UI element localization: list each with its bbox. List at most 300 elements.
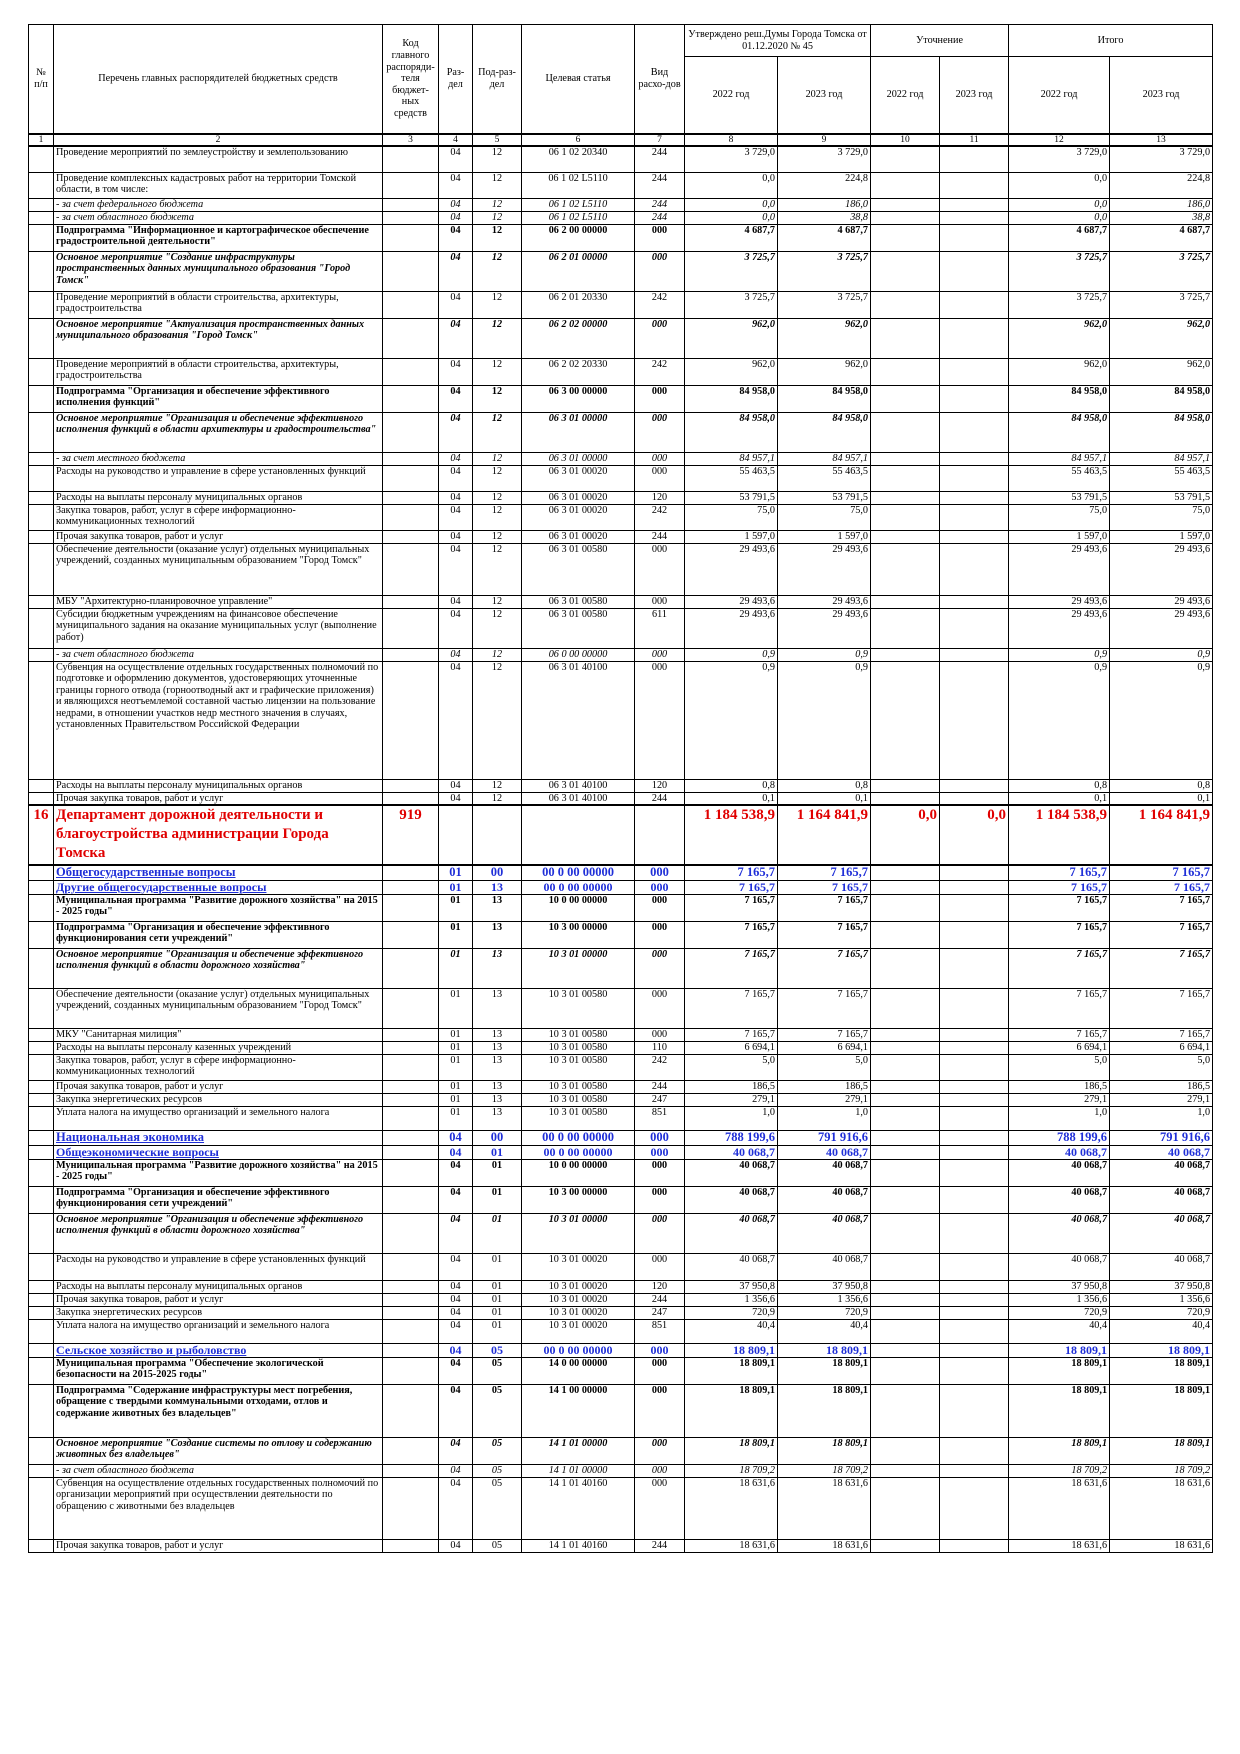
row-podrazdel: 12 — [473, 211, 522, 224]
row-approved-2022: 18 631,6 — [685, 1539, 778, 1552]
row-clarify-2023 — [940, 211, 1009, 224]
table-row — [29, 1213, 1213, 1253]
row-total-2022: 40 068,7 — [1009, 1213, 1110, 1253]
row-approved-2023: 84 958,0 — [778, 412, 871, 452]
row-razdel: 04 — [439, 1130, 473, 1145]
row-podrazdel: 13 — [473, 880, 522, 894]
row-total-2022: 29 493,6 — [1009, 608, 1110, 648]
row-razdel: 04 — [439, 491, 473, 504]
row-clarify-2022 — [871, 452, 940, 465]
row-total-2023: 7 165,7 — [1110, 1028, 1213, 1041]
row-number — [29, 648, 54, 661]
row-clarify-2023 — [940, 1357, 1009, 1384]
row-approved-2023: 29 493,6 — [778, 543, 871, 595]
table-row — [29, 1186, 1213, 1213]
table-row — [29, 1280, 1213, 1293]
row-name: Проведение мероприятий в области строительства, архитектуры, градостроительства — [54, 358, 383, 385]
table-row — [29, 172, 1213, 198]
row-clarify-2023 — [940, 948, 1009, 988]
row-total-2022: 40 068,7 — [1009, 1159, 1110, 1186]
row-total-2023: 0,9 — [1110, 648, 1213, 661]
row-vid: 244 — [635, 1293, 685, 1306]
row-clarify-2023 — [940, 1213, 1009, 1253]
row-clarify-2023 — [940, 224, 1009, 251]
row-total-2022: 40,4 — [1009, 1319, 1110, 1343]
row-total-2022: 186,5 — [1009, 1080, 1110, 1093]
row-vid: 244 — [635, 172, 685, 198]
row-vid: 000 — [635, 1186, 685, 1213]
row-name: Проведение комплексных кадастровых работ на территории Томской области, в том числе: — [54, 172, 383, 198]
row-approved-2022: 84 958,0 — [685, 412, 778, 452]
row-number — [29, 1280, 54, 1293]
table-row — [29, 1464, 1213, 1477]
row-name: Расходы на руководство и управление в сфере установленных функций — [54, 465, 383, 491]
row-clarify-2022 — [871, 385, 940, 412]
row-vid: 242 — [635, 291, 685, 318]
row-clarify-2023 — [940, 358, 1009, 385]
row-clarify-2022 — [871, 948, 940, 988]
row-vid: 000 — [635, 865, 685, 880]
row-target: 14 1 01 00000 — [522, 1437, 635, 1464]
row-approved-2023: 18 709,2 — [778, 1464, 871, 1477]
col-number: 4 — [439, 134, 473, 146]
row-number — [29, 880, 54, 894]
row-total-2022: 7 165,7 — [1009, 880, 1110, 894]
row-vid: 120 — [635, 491, 685, 504]
row-code — [383, 198, 439, 211]
row-razdel: 01 — [439, 1054, 473, 1080]
row-target: 10 3 01 00020 — [522, 1280, 635, 1293]
row-approved-2023: 0,8 — [778, 779, 871, 792]
row-clarify-2023 — [940, 1343, 1009, 1357]
row-approved-2022: 962,0 — [685, 318, 778, 358]
row-podrazdel: 12 — [473, 530, 522, 543]
row-razdel: 04 — [439, 198, 473, 211]
row-approved-2022: 37 950,8 — [685, 1280, 778, 1293]
row-total-2023: 1 356,6 — [1110, 1293, 1213, 1306]
table-row — [29, 608, 1213, 648]
row-number — [29, 1319, 54, 1343]
row-vid: 000 — [635, 1145, 685, 1159]
row-total-2022: 5,0 — [1009, 1054, 1110, 1080]
row-number — [29, 1145, 54, 1159]
row-approved-2022: 7 165,7 — [685, 894, 778, 921]
row-total-2022: 0,0 — [1009, 198, 1110, 211]
row-approved-2023: 279,1 — [778, 1093, 871, 1106]
row-name: Прочая закупка товаров, работ и услуг — [54, 1080, 383, 1093]
row-total-2022: 84 958,0 — [1009, 412, 1110, 452]
row-name: - за счет областного бюджета — [54, 211, 383, 224]
row-total-2022: 40 068,7 — [1009, 1186, 1110, 1213]
row-name: Муниципальная программа "Развитие дорожного хозяйства" на 2015 - 2025 годы" — [54, 1159, 383, 1186]
row-name: Проведение мероприятий в области строительства, архитектуры, градостроительства — [54, 291, 383, 318]
row-code — [383, 1253, 439, 1280]
table-row — [29, 251, 1213, 291]
row-razdel: 01 — [439, 1080, 473, 1093]
row-clarify-2022 — [871, 251, 940, 291]
row-total-2023: 962,0 — [1110, 358, 1213, 385]
row-razdel: 04 — [439, 1159, 473, 1186]
row-approved-2023: 3 725,7 — [778, 291, 871, 318]
row-approved-2022: 40 068,7 — [685, 1186, 778, 1213]
row-clarify-2022 — [871, 1306, 940, 1319]
row-total-2022: 1 597,0 — [1009, 530, 1110, 543]
row-number — [29, 792, 54, 805]
row-vid: 000 — [635, 318, 685, 358]
row-clarify-2022 — [871, 648, 940, 661]
row-clarify-2023 — [940, 172, 1009, 198]
row-clarify-2023 — [940, 865, 1009, 880]
row-clarify-2023 — [940, 146, 1009, 172]
row-razdel: 04 — [439, 1306, 473, 1319]
row-vid: 247 — [635, 1093, 685, 1106]
col-number: 12 — [1009, 134, 1110, 146]
row-clarify-2022 — [871, 1159, 940, 1186]
row-approved-2022: 0,9 — [685, 648, 778, 661]
row-approved-2022: 0,8 — [685, 779, 778, 792]
table-row — [29, 385, 1213, 412]
table-body — [29, 146, 1213, 1552]
row-clarify-2023 — [940, 1093, 1009, 1106]
row-clarify-2023: 0,0 — [940, 805, 1009, 865]
row-number — [29, 894, 54, 921]
row-vid: 242 — [635, 358, 685, 385]
row-vid: 244 — [635, 792, 685, 805]
row-vid: 000 — [635, 948, 685, 988]
row-clarify-2022 — [871, 504, 940, 530]
row-code — [383, 1080, 439, 1093]
row-number — [29, 865, 54, 880]
row-podrazdel: 13 — [473, 1028, 522, 1041]
row-code — [383, 1477, 439, 1539]
row-approved-2023: 7 165,7 — [778, 988, 871, 1028]
row-approved-2022: 4 687,7 — [685, 224, 778, 251]
row-total-2022: 55 463,5 — [1009, 465, 1110, 491]
row-razdel — [439, 805, 473, 865]
row-razdel: 04 — [439, 530, 473, 543]
row-total-2023: 279,1 — [1110, 1093, 1213, 1106]
row-total-2022: 40 068,7 — [1009, 1253, 1110, 1280]
row-name: - за счет областного бюджета — [54, 648, 383, 661]
row-razdel: 04 — [439, 661, 473, 779]
col-podrazdel-header: Под-раз-дел — [473, 25, 522, 135]
col-number: 9 — [778, 134, 871, 146]
row-total-2023: 224,8 — [1110, 172, 1213, 198]
row-clarify-2022 — [871, 491, 940, 504]
row-approved-2023: 962,0 — [778, 358, 871, 385]
row-total-2023: 40 068,7 — [1110, 1159, 1213, 1186]
row-approved-2023: 5,0 — [778, 1054, 871, 1080]
row-code — [383, 894, 439, 921]
row-total-2022: 0,1 — [1009, 792, 1110, 805]
row-name: Основное мероприятие "Актуализация пространственных данных муниципального образования "Город Томск" — [54, 318, 383, 358]
row-code — [383, 1054, 439, 1080]
row-target: 00 0 00 00000 — [522, 865, 635, 880]
row-number — [29, 211, 54, 224]
row-total-2023: 84 957,1 — [1110, 452, 1213, 465]
row-name: Основное мероприятие "Организация и обеспечение эффективного исполнения функций в области дорожного хозяйства" — [54, 948, 383, 988]
row-clarify-2022 — [871, 1106, 940, 1130]
table-row — [29, 1093, 1213, 1106]
row-name: Муниципальная программа "Развитие дорожного хозяйства" на 2015 - 2025 годы" — [54, 894, 383, 921]
row-clarify-2022 — [871, 661, 940, 779]
row-vid: 120 — [635, 1280, 685, 1293]
row-clarify-2023 — [940, 1280, 1009, 1293]
row-code — [383, 792, 439, 805]
row-target: 10 3 01 00020 — [522, 1253, 635, 1280]
row-clarify-2023 — [940, 608, 1009, 648]
row-approved-2022: 7 165,7 — [685, 988, 778, 1028]
row-total-2023: 18 809,1 — [1110, 1384, 1213, 1437]
row-code — [383, 595, 439, 608]
row-number — [29, 504, 54, 530]
row-total-2023: 18 631,6 — [1110, 1539, 1213, 1552]
row-approved-2023: 18 631,6 — [778, 1477, 871, 1539]
row-clarify-2022 — [871, 595, 940, 608]
table-row — [29, 988, 1213, 1028]
row-total-2022: 3 725,7 — [1009, 251, 1110, 291]
row-approved-2023: 4 687,7 — [778, 224, 871, 251]
row-total-2022: 53 791,5 — [1009, 491, 1110, 504]
row-razdel: 04 — [439, 1539, 473, 1552]
row-target: 06 3 01 00020 — [522, 504, 635, 530]
row-code — [383, 1437, 439, 1464]
row-approved-2023: 7 165,7 — [778, 880, 871, 894]
row-approved-2023: 0,1 — [778, 792, 871, 805]
col-number: 7 — [635, 134, 685, 146]
row-total-2023: 40 068,7 — [1110, 1253, 1213, 1280]
row-approved-2022: 186,5 — [685, 1080, 778, 1093]
row-vid: 000 — [635, 1159, 685, 1186]
row-total-2023: 7 165,7 — [1110, 988, 1213, 1028]
row-podrazdel: 13 — [473, 1106, 522, 1130]
row-total-2022: 84 957,1 — [1009, 452, 1110, 465]
row-approved-2023: 40 068,7 — [778, 1253, 871, 1280]
row-razdel: 04 — [439, 779, 473, 792]
row-name: Общеэкономические вопросы — [54, 1145, 383, 1159]
row-podrazdel: 00 — [473, 1130, 522, 1145]
row-clarify-2022 — [871, 779, 940, 792]
col-vid-header: Вид расхо-дов — [635, 25, 685, 135]
row-clarify-2022 — [871, 198, 940, 211]
row-code — [383, 291, 439, 318]
row-approved-2023: 3 725,7 — [778, 251, 871, 291]
row-name: Закупка товаров, работ, услуг в сфере информационно-коммуникационных технологий — [54, 504, 383, 530]
row-podrazdel: 01 — [473, 1145, 522, 1159]
row-code — [383, 465, 439, 491]
row-name: Расходы на выплаты персоналу муниципальных органов — [54, 1280, 383, 1293]
row-code — [383, 211, 439, 224]
table-row — [29, 291, 1213, 318]
row-target: 10 3 01 00020 — [522, 1306, 635, 1319]
row-name: Расходы на руководство и управление в сфере установленных функций — [54, 1253, 383, 1280]
row-clarify-2023 — [940, 491, 1009, 504]
row-clarify-2023 — [940, 1186, 1009, 1213]
table-row — [29, 318, 1213, 358]
row-name: МБУ "Архитектурно-планировочное управление" — [54, 595, 383, 608]
row-total-2022: 6 694,1 — [1009, 1041, 1110, 1054]
row-razdel: 04 — [439, 608, 473, 648]
row-podrazdel: 01 — [473, 1159, 522, 1186]
row-target: 10 3 01 00580 — [522, 1106, 635, 1130]
row-approved-2022: 84 958,0 — [685, 385, 778, 412]
row-razdel: 01 — [439, 1041, 473, 1054]
row-target: 10 3 01 00580 — [522, 1093, 635, 1106]
row-vid: 244 — [635, 211, 685, 224]
row-vid: 611 — [635, 608, 685, 648]
row-podrazdel: 12 — [473, 504, 522, 530]
row-razdel: 04 — [439, 251, 473, 291]
row-name: Национальная экономика — [54, 1130, 383, 1145]
row-code — [383, 608, 439, 648]
row-clarify-2023 — [940, 661, 1009, 779]
row-clarify-2023 — [940, 1145, 1009, 1159]
row-razdel: 04 — [439, 465, 473, 491]
row-name: Закупка товаров, работ, услуг в сфере информационно-коммуникационных технологий — [54, 1054, 383, 1080]
row-code — [383, 385, 439, 412]
row-clarify-2022 — [871, 1213, 940, 1253]
row-approved-2023: 38,8 — [778, 211, 871, 224]
row-approved-2022: 53 791,5 — [685, 491, 778, 504]
row-approved-2022: 0,0 — [685, 172, 778, 198]
row-total-2023: 40 068,7 — [1110, 1145, 1213, 1159]
row-target: 06 3 00 00000 — [522, 385, 635, 412]
row-clarify-2022 — [871, 1343, 940, 1357]
row-name: Субсидии бюджетным учреждениям на финансовое обеспечение муниципального задания на оказание муниципальных услуг (выполнение работ) — [54, 608, 383, 648]
row-number — [29, 412, 54, 452]
row-code: 919 — [383, 805, 439, 865]
table-row — [29, 1106, 1213, 1130]
row-razdel: 04 — [439, 385, 473, 412]
row-approved-2022: 75,0 — [685, 504, 778, 530]
row-number — [29, 921, 54, 948]
row-number — [29, 1437, 54, 1464]
row-name: Основное мероприятие "Создание системы по отлову и содержанию животных без владельцев" — [54, 1437, 383, 1464]
row-name: Основное мероприятие "Создание инфраструктуры пространственных данных муниципального образования "Город Томск" — [54, 251, 383, 291]
row-total-2023: 18 631,6 — [1110, 1477, 1213, 1539]
row-clarify-2023 — [940, 1539, 1009, 1552]
row-name: Расходы на выплаты персоналу казенных учреждений — [54, 1041, 383, 1054]
row-total-2023: 962,0 — [1110, 318, 1213, 358]
table-row — [29, 779, 1213, 792]
row-code — [383, 648, 439, 661]
row-razdel: 04 — [439, 1293, 473, 1306]
row-number — [29, 530, 54, 543]
row-code — [383, 1130, 439, 1145]
row-target: 00 0 00 00000 — [522, 1145, 635, 1159]
table-row — [29, 894, 1213, 921]
row-name: Сельское хозяйство и рыболовство — [54, 1343, 383, 1357]
row-razdel: 04 — [439, 648, 473, 661]
row-approved-2023: 7 165,7 — [778, 921, 871, 948]
row-total-2022: 0,0 — [1009, 172, 1110, 198]
row-podrazdel: 12 — [473, 543, 522, 595]
row-approved-2023: 186,0 — [778, 198, 871, 211]
row-podrazdel: 01 — [473, 1293, 522, 1306]
row-podrazdel — [473, 805, 522, 865]
row-name: Обеспечение деятельности (оказание услуг) отдельных муниципальных учреждений, созданных муниципальным образованием "Город Томск" — [54, 543, 383, 595]
row-number — [29, 172, 54, 198]
row-clarify-2022 — [871, 1437, 940, 1464]
row-code — [383, 661, 439, 779]
table-header — [29, 25, 1213, 147]
row-name: Подпрограмма "Содержание инфраструктуры мест погребения, обращение с твердыми коммунальными отходами, отлов и содержание животных без владельцев" — [54, 1384, 383, 1437]
row-clarify-2022 — [871, 1357, 940, 1384]
row-target: 00 0 00 00000 — [522, 880, 635, 894]
row-razdel: 04 — [439, 543, 473, 595]
table-row — [29, 880, 1213, 894]
row-clarify-2022 — [871, 1186, 940, 1213]
row-clarify-2023 — [940, 1384, 1009, 1437]
row-clarify-2022 — [871, 318, 940, 358]
row-number — [29, 1293, 54, 1306]
row-code — [383, 358, 439, 385]
row-clarify-2022 — [871, 1319, 940, 1343]
row-target: 10 3 01 00580 — [522, 1041, 635, 1054]
table-row — [29, 661, 1213, 779]
row-number — [29, 988, 54, 1028]
row-clarify-2022 — [871, 412, 940, 452]
row-podrazdel: 12 — [473, 595, 522, 608]
row-number — [29, 385, 54, 412]
row-podrazdel: 01 — [473, 1186, 522, 1213]
row-vid: 000 — [635, 1343, 685, 1357]
row-podrazdel: 05 — [473, 1357, 522, 1384]
row-code — [383, 1093, 439, 1106]
table-row — [29, 504, 1213, 530]
row-razdel: 04 — [439, 1357, 473, 1384]
row-podrazdel: 12 — [473, 648, 522, 661]
row-target: 06 2 02 20330 — [522, 358, 635, 385]
row-clarify-2022 — [871, 921, 940, 948]
row-vid: 000 — [635, 1384, 685, 1437]
row-name: Общегосударственные вопросы — [54, 865, 383, 880]
row-number — [29, 1357, 54, 1384]
row-clarify-2023 — [940, 988, 1009, 1028]
budget-sheet — [28, 24, 1212, 1553]
table-row — [29, 1306, 1213, 1319]
row-target: 06 2 00 00000 — [522, 224, 635, 251]
row-razdel: 04 — [439, 792, 473, 805]
row-approved-2023: 1,0 — [778, 1106, 871, 1130]
row-razdel: 04 — [439, 172, 473, 198]
row-name: Уплата налога на имущество организаций и земельного налога — [54, 1319, 383, 1343]
row-code — [383, 880, 439, 894]
row-target: 06 2 01 00000 — [522, 251, 635, 291]
row-number — [29, 291, 54, 318]
row-code — [383, 1539, 439, 1552]
row-approved-2023: 7 165,7 — [778, 894, 871, 921]
row-clarify-2022 — [871, 1130, 940, 1145]
year-header: 2022 год — [1009, 57, 1110, 135]
row-razdel: 01 — [439, 1028, 473, 1041]
row-razdel: 01 — [439, 880, 473, 894]
row-approved-2022: 962,0 — [685, 358, 778, 385]
row-target: 10 3 00 00000 — [522, 1186, 635, 1213]
row-name: Прочая закупка товаров, работ и услуг — [54, 792, 383, 805]
row-approved-2022: 18 809,1 — [685, 1384, 778, 1437]
row-clarify-2023 — [940, 1464, 1009, 1477]
row-razdel: 01 — [439, 1093, 473, 1106]
table-row — [29, 805, 1213, 865]
row-number — [29, 1130, 54, 1145]
row-approved-2022: 6 694,1 — [685, 1041, 778, 1054]
row-approved-2023: 55 463,5 — [778, 465, 871, 491]
row-razdel: 04 — [439, 1477, 473, 1539]
table-row — [29, 1159, 1213, 1186]
row-clarify-2023 — [940, 921, 1009, 948]
row-code — [383, 251, 439, 291]
